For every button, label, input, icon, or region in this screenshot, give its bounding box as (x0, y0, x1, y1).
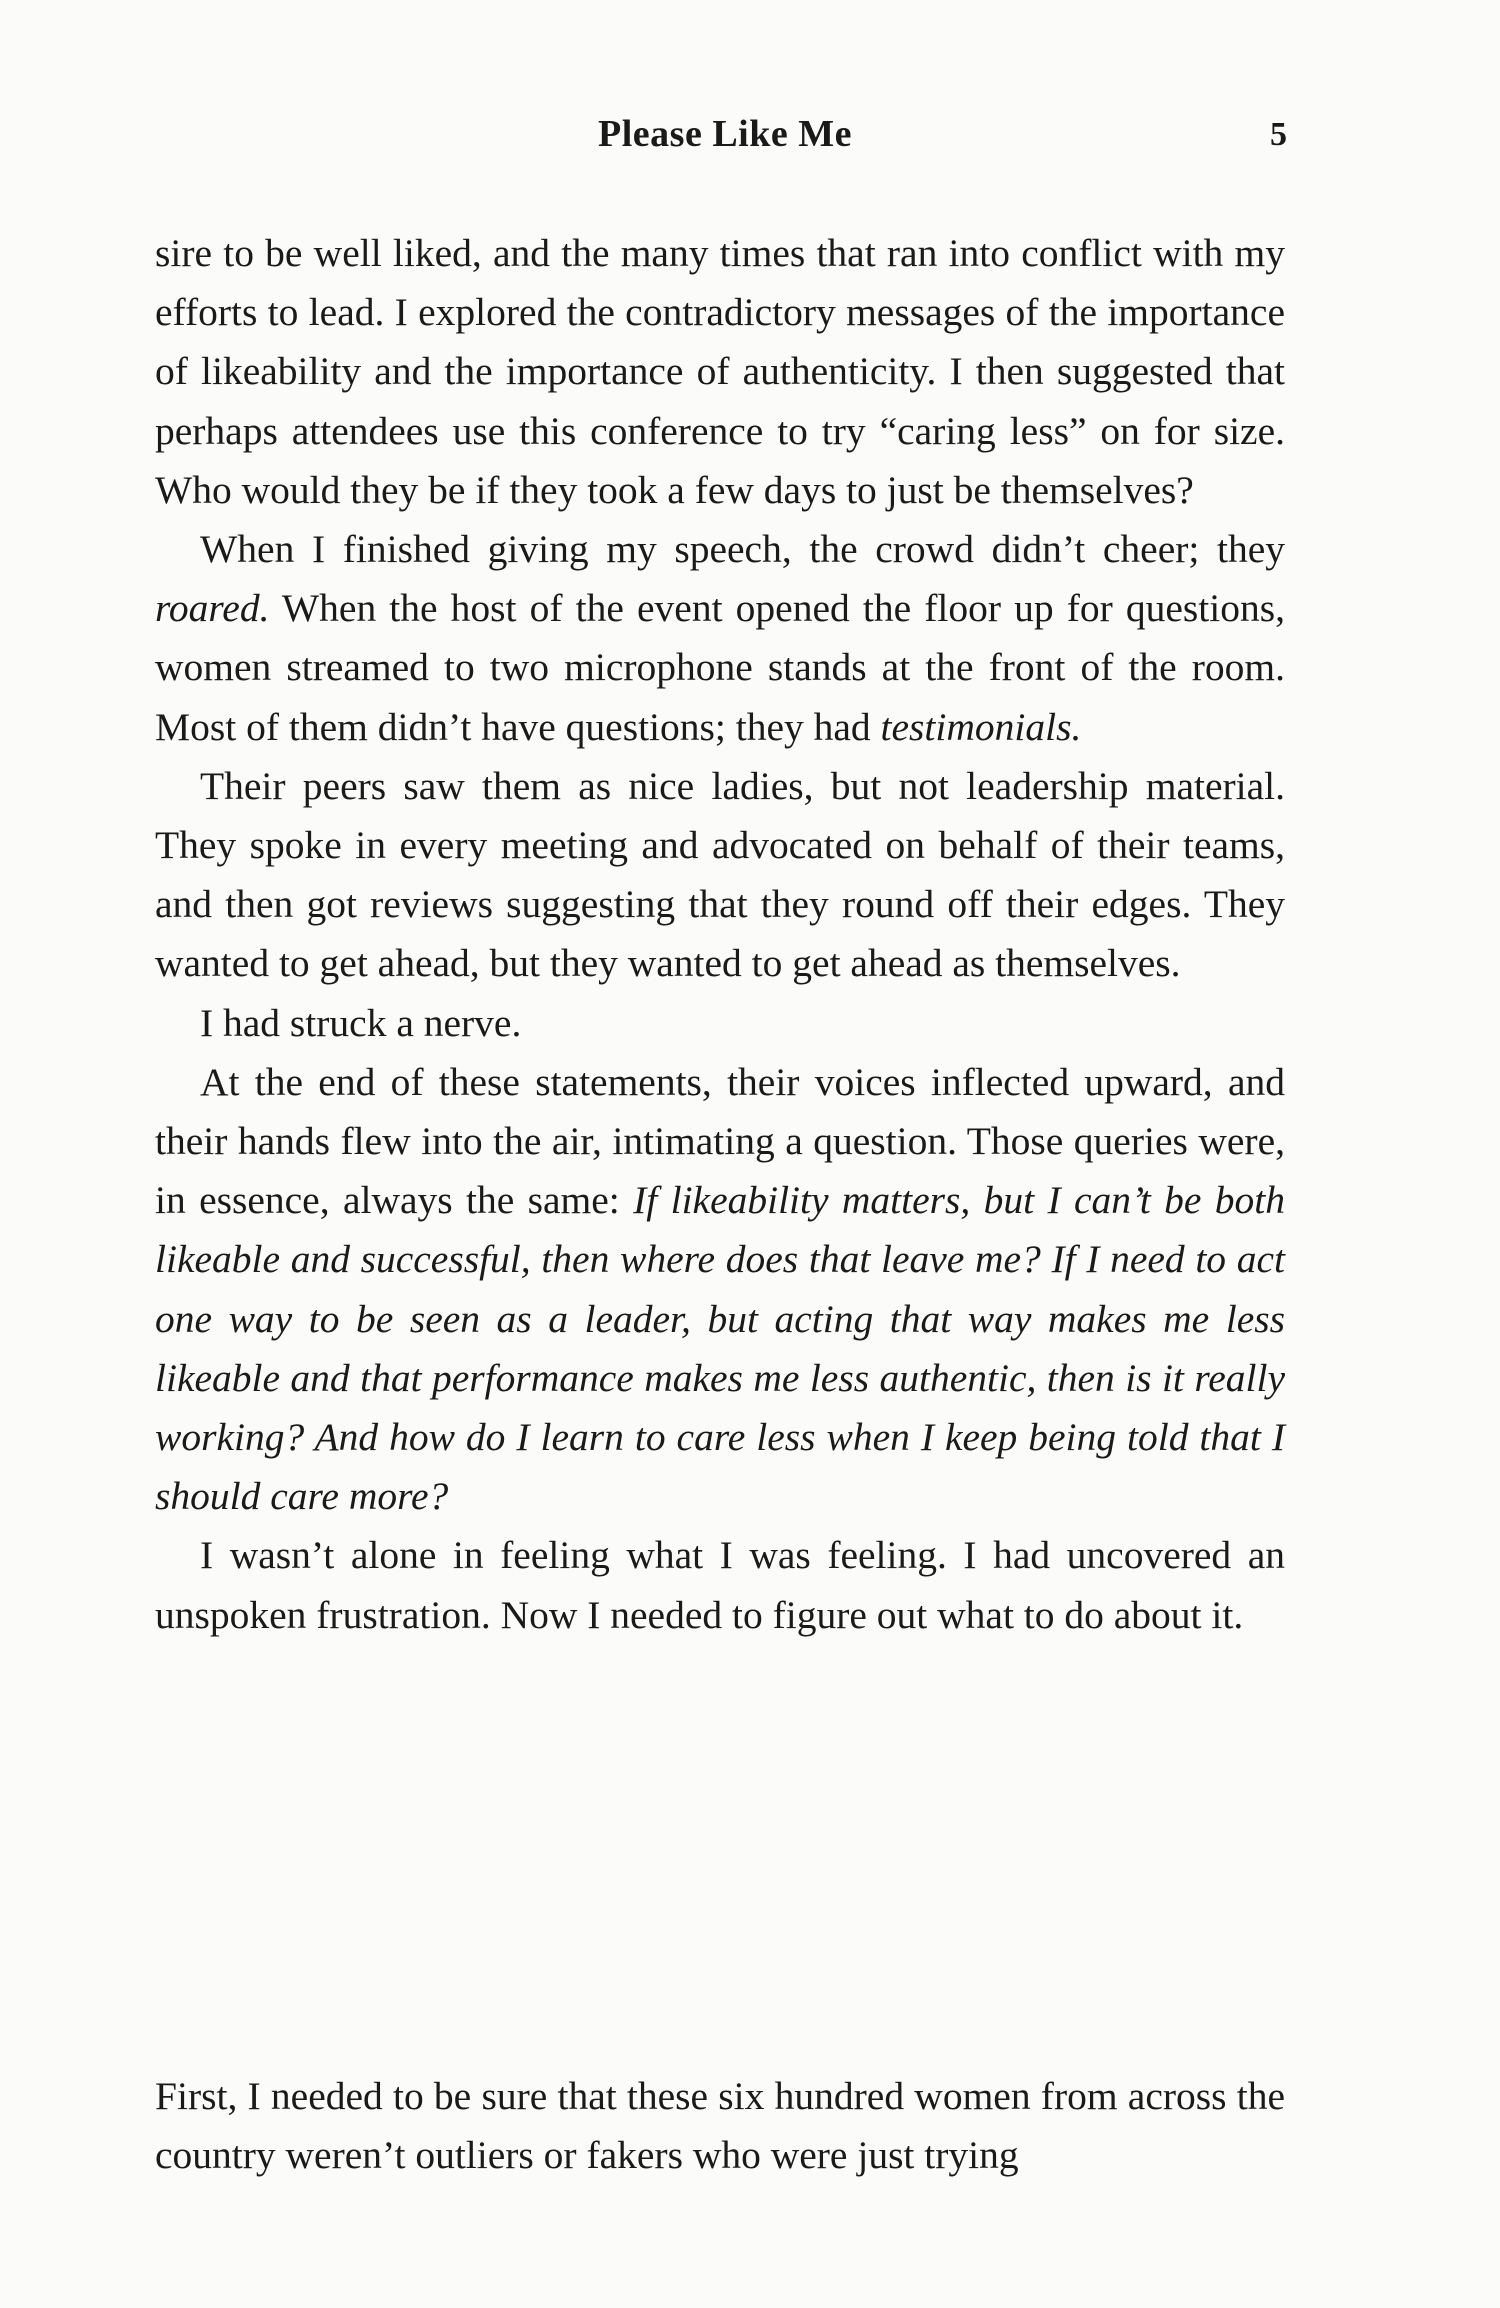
paragraph-6-text: I wasn’t alone in feeling what I was feeling. I had uncovered an unspoken frustration. Now I needed to figure out what to do about it. (155, 1533, 1285, 1637)
paragraph-2-emphasis-testimonials: testimonials. (880, 704, 1082, 749)
paragraph-2-emphasis-roared: roared. (155, 586, 270, 631)
paragraph-2-text-cont: When the host of the event opened the floor up for questions, women streamed to two microphone stands at the front of the room. Most of them didn’t have questions; they had (155, 586, 1285, 749)
paragraph-5-text: At the end of these statements, their voices inflected upward, and their hands flew into the air, intimating a question. Those queries were, in essence, always the same: (155, 1059, 1285, 1223)
running-head (0, 112, 1500, 162)
paragraph-7 (155, 2067, 1285, 2185)
paragraph-5-italic-questions: If likeability matters, but I can’t be both likeable and successful, then where does that leave me? If I need to act one way to be seen as a leader, but acting that way makes me less likeable and that performance makes me less authentic, then is it really working? And how do I learn to care less when I keep being told that I should care more? (155, 1178, 1285, 1519)
paragraph-1 (155, 224, 1285, 520)
paragraph-5 (155, 1053, 1285, 1527)
book-title: Please Like Me (598, 113, 852, 155)
paragraph-2 (155, 520, 1285, 757)
paragraph-1-text: sire to be well liked, and the many times that ran into conflict with my efforts to lead. I explored the contradictory messages of the importance of likeability and the importance of authenticity. I then suggested that perhaps attendees use this conference to try “caring less” on for size. Who would they be if they took a few days to just be themselves? (155, 231, 1285, 512)
paragraph-3-text: Their peers saw them as nice ladies, but not leadership material. They spoke in every meeting and advocated on behalf of their teams, and then got reviews suggesting that they round off their edges. They wanted to get ahead, but they wanted to get ahead as themselves. (155, 763, 1285, 986)
paragraph-7-text: First, I needed to be sure that these six hundred women from across the country weren’t outliers or fakers who were just trying (155, 2074, 1285, 2178)
section-break-text (155, 2067, 1285, 2185)
body-text (155, 224, 1285, 1645)
paragraph-6 (155, 1526, 1285, 1644)
paragraph-2-text: When I finished giving my speech, the crowd didn’t cheer; they (200, 527, 1285, 572)
page-number: 5 (1270, 116, 1287, 153)
paragraph-3 (155, 757, 1285, 994)
paragraph-4-text: I had struck a nerve. (200, 1000, 522, 1045)
paragraph-4 (155, 994, 1285, 1053)
